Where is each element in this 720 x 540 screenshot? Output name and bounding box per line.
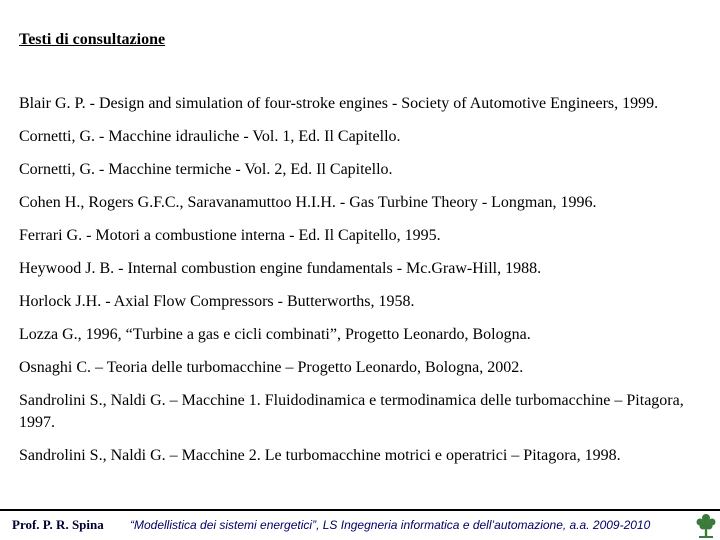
reference-item: Osnaghi C. – Teoria delle turbomacchine – Progetto Leonardo, Bologna, 2002. xyxy=(19,359,524,376)
footer-course: “Modellistica dei sistemi energetici”, LS Ingegneria informatica e dell’automazione, a.a. 2009-2010 xyxy=(130,518,651,532)
reference-item: Horlock J.H. - Axial Flow Compressors - Butterworths, 1958. xyxy=(19,293,415,310)
reference-item: Blair G. P. - Design and simulation of four-stroke engines - Society of Automotive Engineers, 1999. xyxy=(19,95,659,112)
reference-item: Cohen H., Rogers G.F.C., Saravanamuttoo H.I.H. - Gas Turbine Theory - Longman, 1996. xyxy=(19,194,597,211)
reference-item: Sandrolini S., Naldi G. – Macchine 2. Le turbomacchine motrici e operatrici – Pitagora, 1998. xyxy=(19,447,621,464)
reference-item: Sandrolini S., Naldi G. – Macchine 1. Fluidodinamica e termodinamica delle turbomacchine – Pitagora, 1997. xyxy=(19,392,684,431)
reference-item: Ferrari G. - Motori a combustione interna - Ed. Il Capitello, 1995. xyxy=(19,227,441,244)
reference-item: Lozza G., 1996, “Turbine a gas e cicli combinati”, Progetto Leonardo, Bologna. xyxy=(19,326,531,343)
footer-author: Prof. P. R. Spina xyxy=(12,517,104,532)
reference-item: Cornetti, G. - Macchine termiche - Vol. 2, Ed. Il Capitello. xyxy=(19,161,393,178)
tree-logo-icon xyxy=(692,511,720,540)
page-title: Testi di consultazione xyxy=(19,31,166,48)
reference-list xyxy=(19,93,709,478)
reference-item: Cornetti, G. - Macchine idrauliche - Vol. 1, Ed. Il Capitello. xyxy=(19,128,401,145)
reference-item: Heywood J. B. - Internal combustion engine fundamentals - Mc.Graw-Hill, 1988. xyxy=(19,260,542,277)
footer-divider xyxy=(0,509,720,511)
